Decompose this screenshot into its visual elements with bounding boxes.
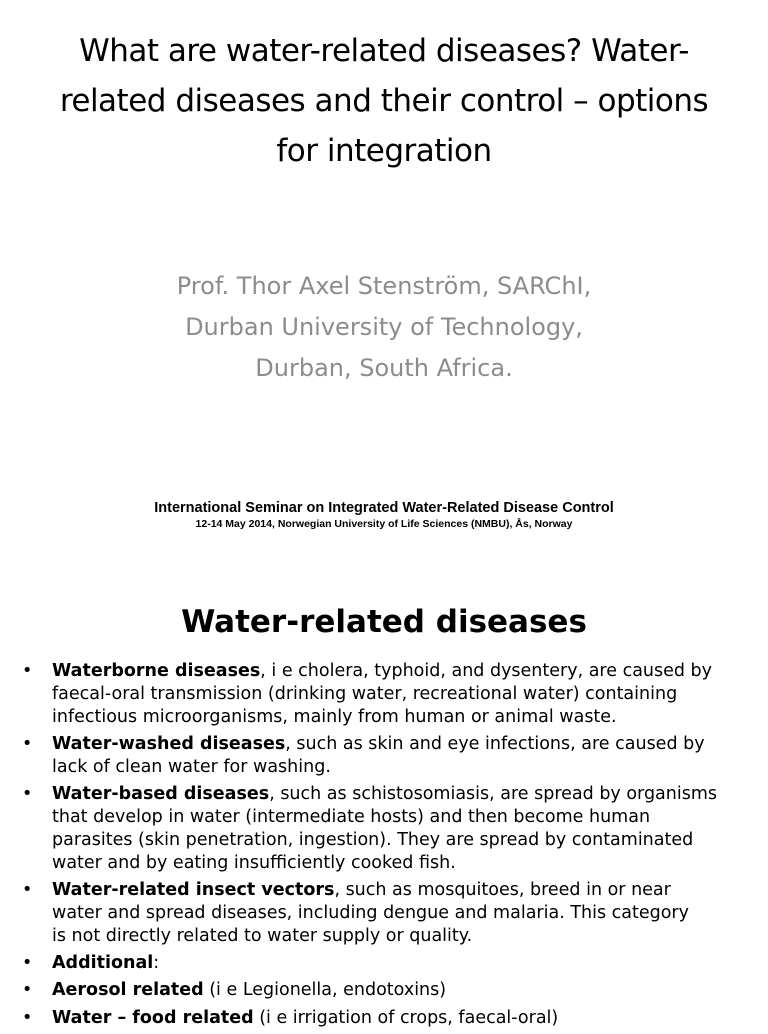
bullet-list [22, 660, 752, 1034]
content-slide-title: Water-related diseases [181, 604, 587, 640]
bullet-continuation-line: water and spread diseases, including dengue and malaria. This category [52, 902, 689, 923]
bullet-term: Water-based diseases [52, 784, 270, 805]
bullet-item [22, 952, 752, 975]
bullet-term: Water-washed diseases [52, 733, 286, 754]
bullet-description: , such as mosquitoes, breed in or near [334, 879, 671, 900]
bullet-continuation-line: infectious microorganisms, mainly from human or animal waste. [52, 706, 617, 727]
bullet-continuation-line: parasites (skin penetration, ingestion). They are spread by contaminated [52, 829, 694, 850]
bullet-first-line [52, 979, 752, 1002]
bullet-description: : [153, 952, 160, 973]
bullet-first-line [52, 952, 752, 975]
bullet-dot-icon: • [22, 952, 33, 973]
bullet-description: (i e Legionella, endotoxins) [203, 980, 447, 1001]
bullet-item [22, 660, 752, 728]
bullet-continuation-line: is not directly related to water supply or quality. [52, 925, 473, 946]
bullet-continuation-line: water and by eating insufficiently cooked fish. [52, 852, 456, 873]
bullet-description: , i e cholera, typhoid, and dysentery, are caused by [260, 661, 713, 681]
slide-title-line: What are water-related diseases? Water- [79, 33, 689, 69]
slide-title [0, 26, 768, 176]
seminar-date-venue: 12-14 May 2014, Norwegian University of Life Sciences (NMBU), Ås, Norway [195, 518, 573, 530]
bullet-description: (i e irrigation of crops, faecal-oral) [253, 1007, 559, 1028]
bullet-item [22, 783, 752, 874]
bullet-term: Waterborne diseases [52, 661, 261, 681]
bullet-item [22, 879, 752, 947]
bullet-dot-icon: • [22, 784, 33, 805]
bullet-dot-icon: • [22, 879, 33, 900]
bullet-continuation-line: lack of clean water for washing. [52, 756, 331, 777]
affiliation-line: Durban University of Technology, [185, 313, 583, 341]
bullet-term: Additional [52, 952, 154, 973]
bullet-item [22, 733, 752, 779]
bullet-description: , such as skin and eye infections, are caused by [285, 733, 705, 754]
bullet-term: Water-related insect vectors [52, 879, 335, 900]
bullet-first-line [52, 879, 752, 902]
bullet-description: , such as schistosomiasis, are spread by organisms [269, 784, 718, 805]
author-affiliation [0, 266, 768, 389]
location-line: Durban, South Africa. [255, 354, 513, 382]
bullet-first-line [52, 733, 752, 756]
seminar-banner [0, 498, 768, 530]
bullet-dot-icon: • [22, 980, 33, 1001]
bullet-first-line [52, 783, 752, 806]
bullet-dot-icon: • [22, 733, 33, 754]
seminar-title: International Seminar on Integrated Water-Related Disease Control [154, 500, 614, 516]
bullet-item [22, 979, 752, 1002]
bullet-first-line [52, 660, 752, 683]
bullet-term: Water – food related [52, 1007, 254, 1028]
content-slide [0, 590, 768, 1028]
author-line: Prof. Thor Axel Stenström, SARChI, [176, 272, 592, 300]
bullet-continuation-line: that develop in water (intermediate hosts) and then become human [52, 806, 651, 827]
bullet-item [22, 1007, 752, 1030]
bullet-first-line [52, 1007, 752, 1030]
slide-title-line: related diseases and their control – options [59, 83, 709, 119]
slide-title-line: for integration [276, 133, 492, 169]
bullet-dot-icon: • [22, 661, 33, 681]
bullet-term: Aerosol related [52, 980, 204, 1001]
bullet-dot-icon: • [22, 1007, 33, 1028]
bullet-continuation-line: faecal-oral transmission (drinking water, recreational water) containing [52, 683, 678, 704]
